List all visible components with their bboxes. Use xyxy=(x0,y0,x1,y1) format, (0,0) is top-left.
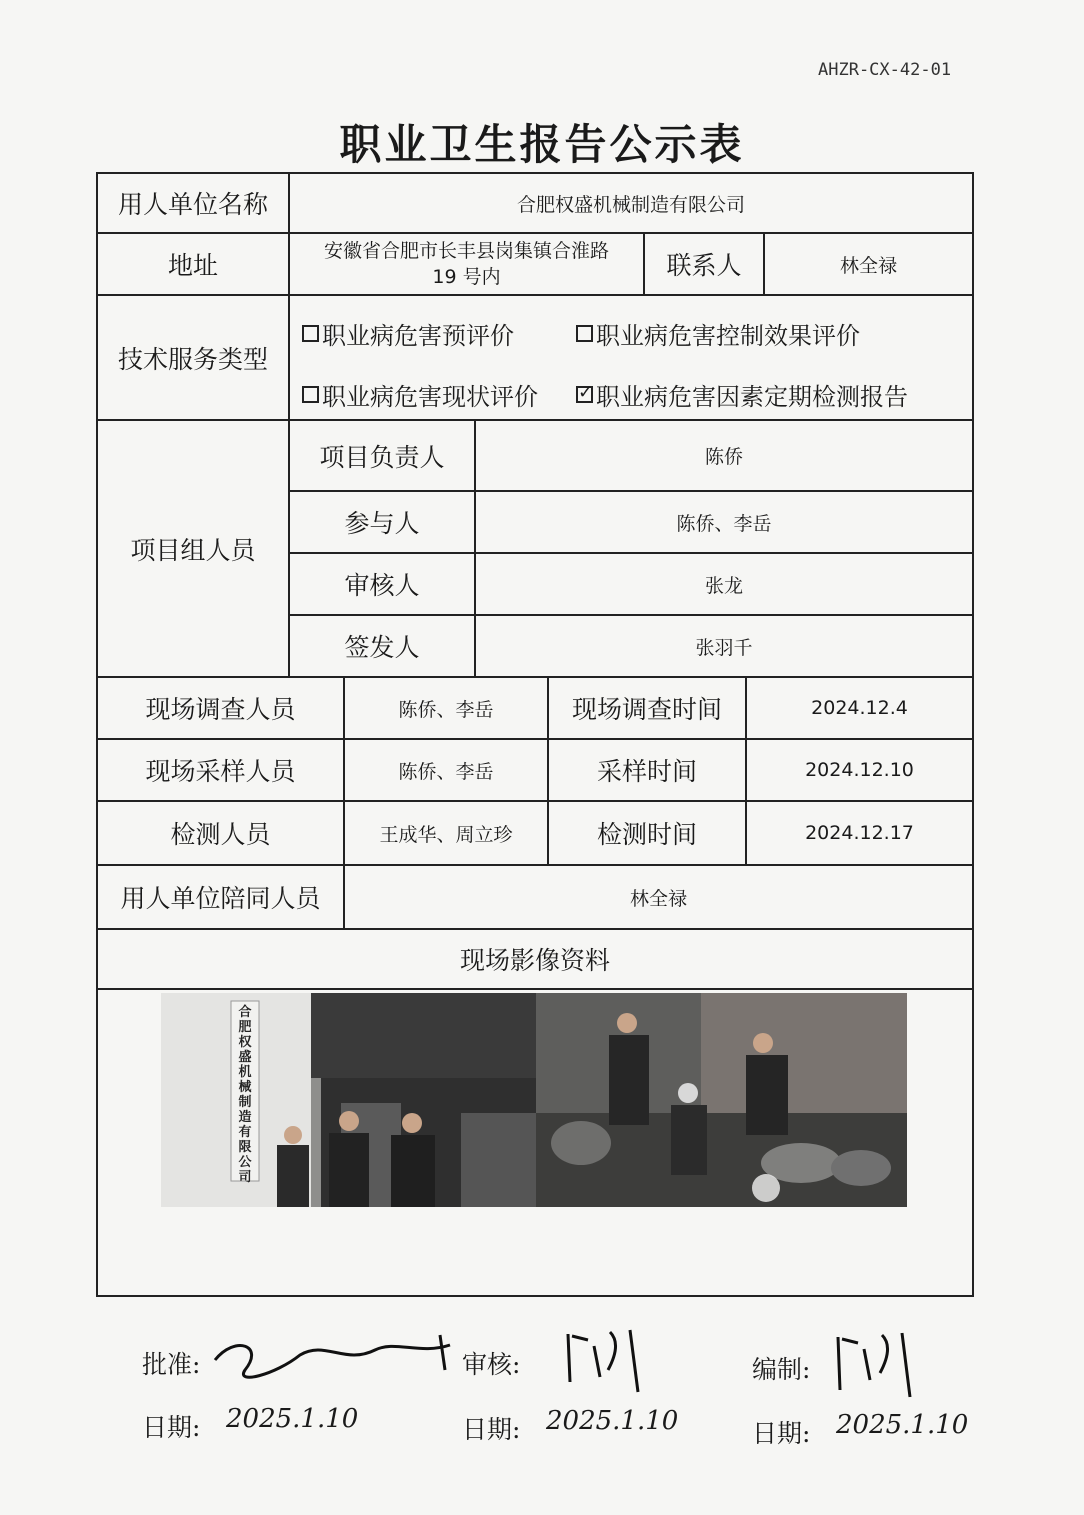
contact-value: 林全禄 xyxy=(839,254,897,277)
survey-staff-label: 现场调查人员 xyxy=(145,695,296,724)
approve-date-label: 日期: xyxy=(142,1413,201,1442)
sampling-time-value: 2024.12.10 xyxy=(805,759,914,781)
compile-signature xyxy=(830,1325,930,1400)
review-date-value: 2025.1.10 xyxy=(546,1406,679,1436)
team-label: 项目组人员 xyxy=(130,535,256,565)
compile-date-value: 2025.1.10 xyxy=(836,1410,969,1440)
photo-section-title: 现场影像资料 xyxy=(459,946,610,975)
address-line-1: 安徽省合肥市长丰县岗集镇合淮路 xyxy=(323,240,609,262)
review-signature xyxy=(560,1322,660,1397)
employer-name: 合肥权盛机械制造有限公司 xyxy=(516,193,745,216)
testing-time-value: 2024.12.17 xyxy=(805,822,914,844)
option-label: 职业病危害因素定期检测报告 xyxy=(596,383,908,411)
checked-checkbox-icon xyxy=(576,386,593,403)
contact-label: 联系人 xyxy=(666,251,742,280)
survey-time-label: 现场调查时间 xyxy=(571,695,722,724)
site-photo-image xyxy=(161,993,907,1207)
service-type-label: 技术服务类型 xyxy=(117,344,268,374)
checkbox-icon xyxy=(302,325,319,342)
option-label: 职业病危害现状评价 xyxy=(322,383,538,411)
employer-label: 用人单位名称 xyxy=(117,190,268,219)
testing-time-label: 检测时间 xyxy=(596,820,697,849)
survey-staff-value: 陈侨、李岳 xyxy=(398,698,494,721)
team-name-lead: 陈侨 xyxy=(704,446,743,468)
sampling-staff-value: 陈侨、李岳 xyxy=(398,760,494,783)
address-value xyxy=(290,234,643,294)
sampling-staff-label: 现场采样人员 xyxy=(145,757,296,786)
escort-value: 林全禄 xyxy=(629,887,687,910)
team-name-participant: 陈侨、李岳 xyxy=(676,512,772,535)
survey-time-value: 2024.12.4 xyxy=(811,697,908,719)
team-name-issuer: 张羽千 xyxy=(695,636,753,659)
compile-date-label: 日期: xyxy=(752,1419,811,1448)
option-label: 职业病危害预评价 xyxy=(322,322,514,350)
team-role-issuer: 签发人 xyxy=(344,633,420,662)
team-role-lead: 项目负责人 xyxy=(319,442,445,472)
address-label: 地址 xyxy=(167,251,218,280)
service-option-periodic-testing[interactable] xyxy=(576,377,908,412)
checkbox-icon xyxy=(302,386,319,403)
company-sign: 合肥权盛机械制造有限公司 xyxy=(238,1005,252,1185)
compile-label: 编制: xyxy=(752,1355,811,1384)
checkbox-icon xyxy=(576,325,593,342)
sampling-time-label: 采样时间 xyxy=(596,757,697,786)
address-line-2: 19 号内 xyxy=(432,266,501,288)
option-label: 职业病危害控制效果评价 xyxy=(596,322,860,350)
team-role-participant: 参与人 xyxy=(344,509,420,538)
service-option-pre-evaluation[interactable] xyxy=(302,316,514,351)
review-date-label: 日期: xyxy=(462,1415,521,1444)
approve-signature xyxy=(205,1325,465,1395)
team-role-reviewer: 审核人 xyxy=(344,571,420,600)
page-title: 职业卫生报告公示表 xyxy=(339,120,745,169)
escort-label: 用人单位陪同人员 xyxy=(120,884,321,913)
review-label: 审核: xyxy=(462,1350,521,1379)
testing-staff-value: 王成华、周立珍 xyxy=(379,823,513,846)
site-photo xyxy=(161,993,907,1207)
team-name-reviewer: 张龙 xyxy=(704,574,743,597)
service-option-control-effect[interactable] xyxy=(576,316,860,351)
service-option-status-evaluation[interactable] xyxy=(302,377,538,412)
approve-date-value: 2025.1.10 xyxy=(226,1404,359,1434)
document-code: AHZR-CX-42-01 xyxy=(818,60,952,80)
testing-staff-label: 检测人员 xyxy=(170,820,271,849)
approve-label: 批准: xyxy=(142,1350,201,1379)
